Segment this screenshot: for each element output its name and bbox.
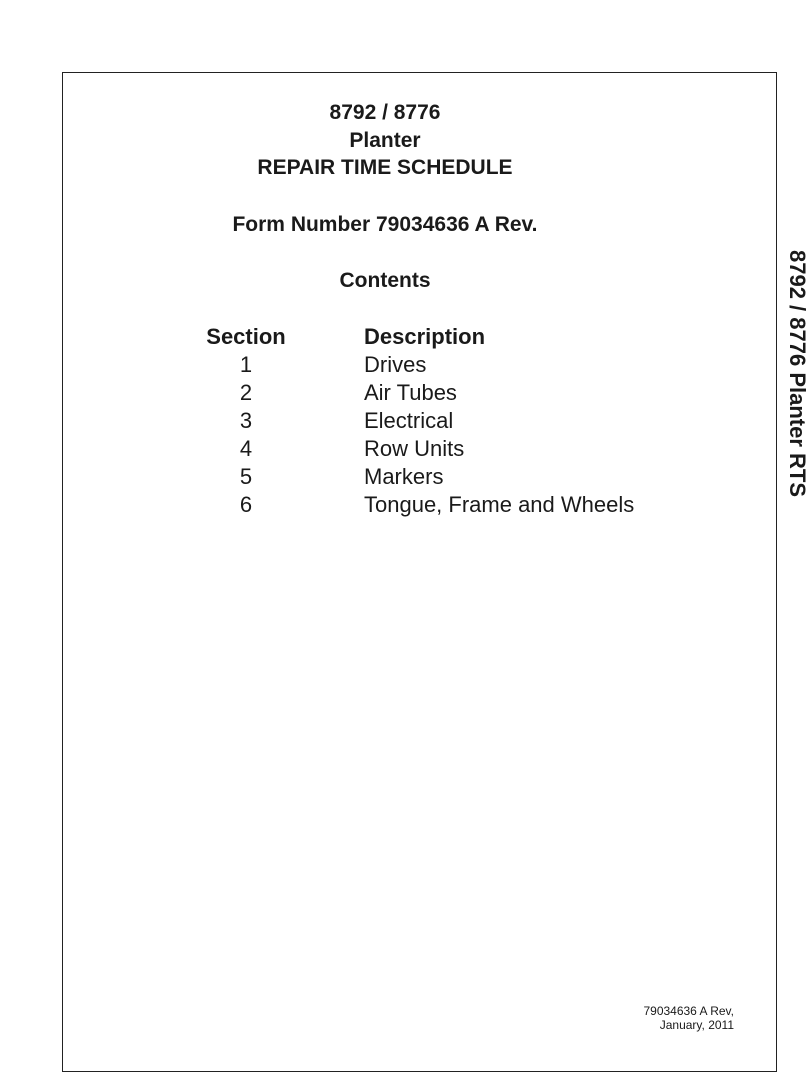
section-number: 2	[239, 380, 253, 405]
section-number: 6	[239, 492, 253, 517]
section-description: Row Units	[364, 436, 465, 461]
side-tab-label: 8792 / 8776 Planter RTS	[785, 250, 810, 498]
description-header: Description	[364, 324, 486, 349]
section-header: Section	[206, 324, 286, 349]
section-number: 4	[239, 436, 253, 461]
section-description: Drives	[364, 352, 427, 377]
section-number: 3	[239, 408, 253, 433]
section-description: Tongue, Frame and Wheels	[364, 492, 635, 517]
product-name: Planter	[349, 129, 421, 152]
section-number: 1	[239, 352, 253, 377]
footer-date: January, 2011	[659, 1018, 734, 1032]
document-title: REPAIR TIME SCHEDULE	[257, 156, 513, 179]
section-number: 5	[239, 464, 253, 489]
section-description: Air Tubes	[364, 380, 457, 405]
contents-heading: Contents	[339, 269, 431, 292]
section-description: Electrical	[364, 408, 454, 433]
form-number: Form Number 79034636 A Rev.	[232, 213, 538, 236]
footer-form-number: 79034636 A Rev,	[643, 1004, 734, 1018]
section-description: Markers	[364, 464, 444, 489]
model-numbers: 8792 / 8776	[329, 101, 441, 124]
